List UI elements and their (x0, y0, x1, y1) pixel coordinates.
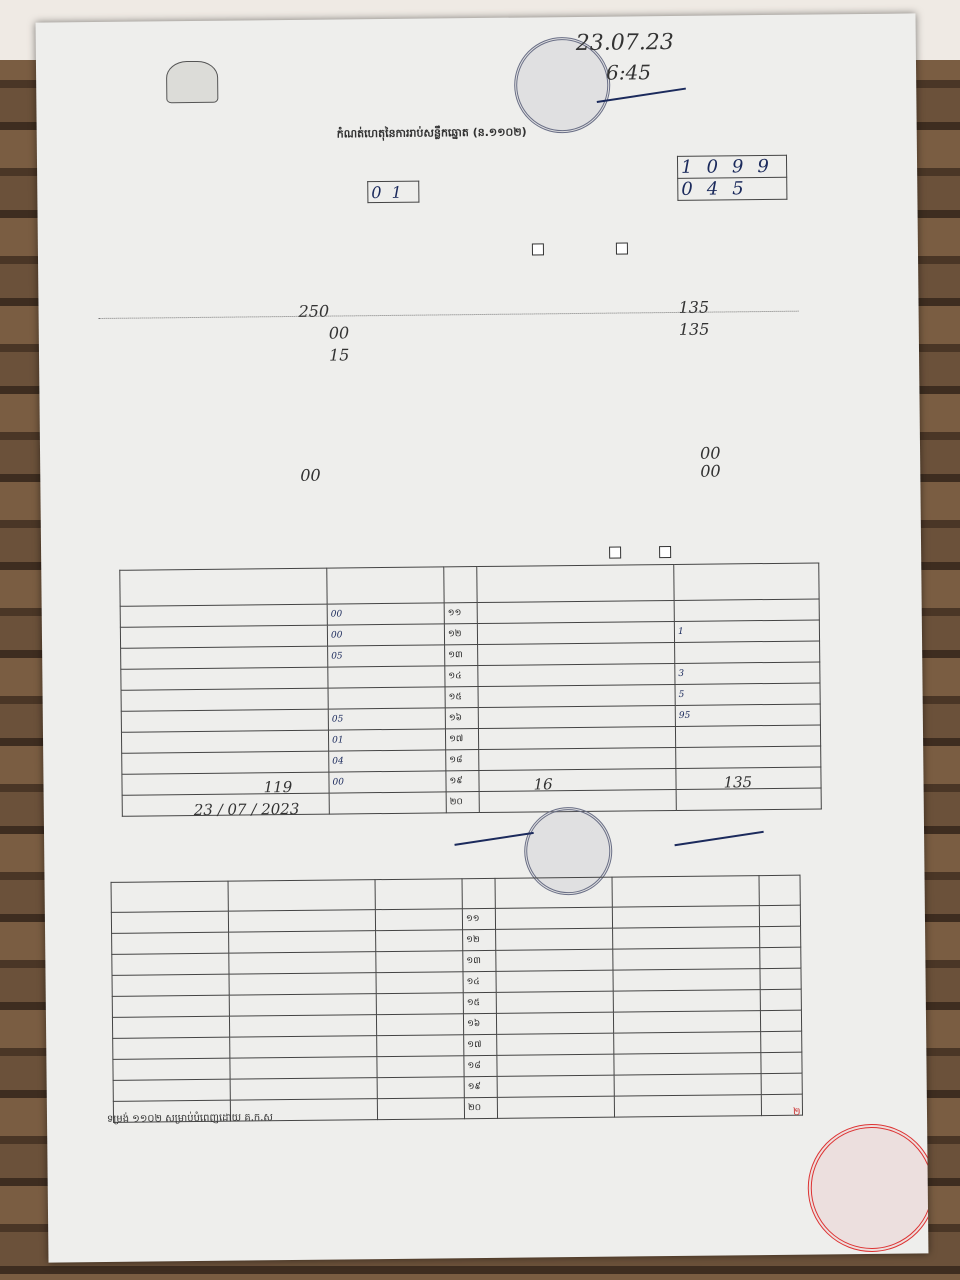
row-number: ១៤ (445, 666, 478, 687)
votes-cell-right (675, 725, 820, 748)
district-code: 01 (368, 181, 419, 203)
row-number: ២០ (464, 1097, 497, 1118)
ballot-count-form (36, 13, 929, 1262)
votes-cell: 04 (329, 750, 446, 772)
district-code-box (367, 181, 419, 204)
station-code-box (677, 155, 787, 201)
red-official-stamp (807, 1123, 928, 1252)
party-votes-table (119, 562, 822, 816)
row-number: ១២ (444, 624, 477, 645)
page-number: ២ (792, 1106, 801, 1118)
total-c: 135 (723, 773, 753, 792)
protest-count-3: 00 (700, 461, 721, 481)
votes-cell-right: 1 (674, 620, 819, 643)
votes-cell: 05 (328, 708, 445, 730)
row-number: ១៧ (464, 1034, 497, 1055)
votes-cell-right (676, 746, 821, 769)
voters-count-value: 135 (678, 297, 710, 317)
votes-cell-right (674, 599, 819, 622)
row-number: ១៨ (464, 1055, 497, 1076)
signature-table (111, 875, 803, 1123)
committee-logo-icon (166, 61, 218, 104)
stamp-date: 23.07.23 (575, 29, 674, 56)
stamp-time: 6:45 (605, 60, 652, 85)
row-number: ១៦ (445, 708, 478, 729)
total-ballots-value: 250 (298, 301, 330, 321)
row-number: ១៥ (463, 992, 496, 1013)
damaged-value: 15 (328, 345, 350, 365)
row-number: ១៣ (445, 645, 478, 666)
votes-cell: 00 (327, 603, 444, 625)
footer-text: ទម្រង់ ១១០២ សម្រាប់បំពេញដោយ គ.ក.ស (106, 1112, 273, 1125)
checkbox-d[interactable] (659, 546, 671, 558)
checkbox-b[interactable] (616, 242, 628, 254)
row-number: ១១ (462, 908, 495, 929)
secretary-signature (674, 831, 763, 846)
votes-cell-right (675, 641, 820, 664)
row-number: ១៩ (446, 771, 479, 792)
row-number: ២០ (446, 792, 479, 813)
row-number: ១៧ (445, 729, 478, 750)
votes-cell (328, 666, 445, 688)
row-number: ១៤ (463, 971, 496, 992)
row-number: ១៩ (464, 1076, 497, 1097)
protest-count-2: 00 (300, 465, 321, 485)
protest-count-1: 00 (699, 443, 721, 463)
valid-ballots-value: 135 (678, 319, 710, 339)
checkbox-a[interactable] (532, 243, 544, 255)
row-number: ១៥ (445, 687, 478, 708)
checkbox-c[interactable] (609, 547, 621, 559)
form-title: កំណត់ហេតុនៃការរាប់សន្លឹកឆ្នោត (ន.១១០២) (336, 125, 527, 141)
chair-signature (454, 832, 533, 846)
votes-cell (328, 687, 445, 709)
sign-date: 23 / 07 / 2023 (193, 799, 300, 820)
total-b: 16 (533, 775, 553, 794)
votes-cell-right: 5 (675, 683, 820, 706)
row-number: ១៦ (463, 1013, 496, 1034)
top-signature (597, 88, 686, 103)
row-number: ១២ (463, 929, 496, 950)
votes-cell (329, 792, 446, 814)
row-number: ១៣ (463, 950, 496, 971)
station-code: 1099 (677, 155, 786, 178)
row-number: ១១ (444, 603, 477, 624)
votes-cell: 00 (327, 624, 444, 646)
votes-cell: 00 (329, 771, 446, 793)
votes-cell-right (676, 788, 821, 811)
spoiled-value: 00 (328, 323, 350, 343)
votes-cell-right: 95 (675, 704, 820, 727)
row-number: ១៨ (446, 750, 479, 771)
votes-cell: 05 (328, 645, 445, 667)
votes-cell: 01 (328, 729, 445, 751)
total-a: 119 (263, 777, 293, 797)
secondary-code: 045 (678, 177, 787, 200)
votes-cell-right: 3 (675, 662, 820, 685)
